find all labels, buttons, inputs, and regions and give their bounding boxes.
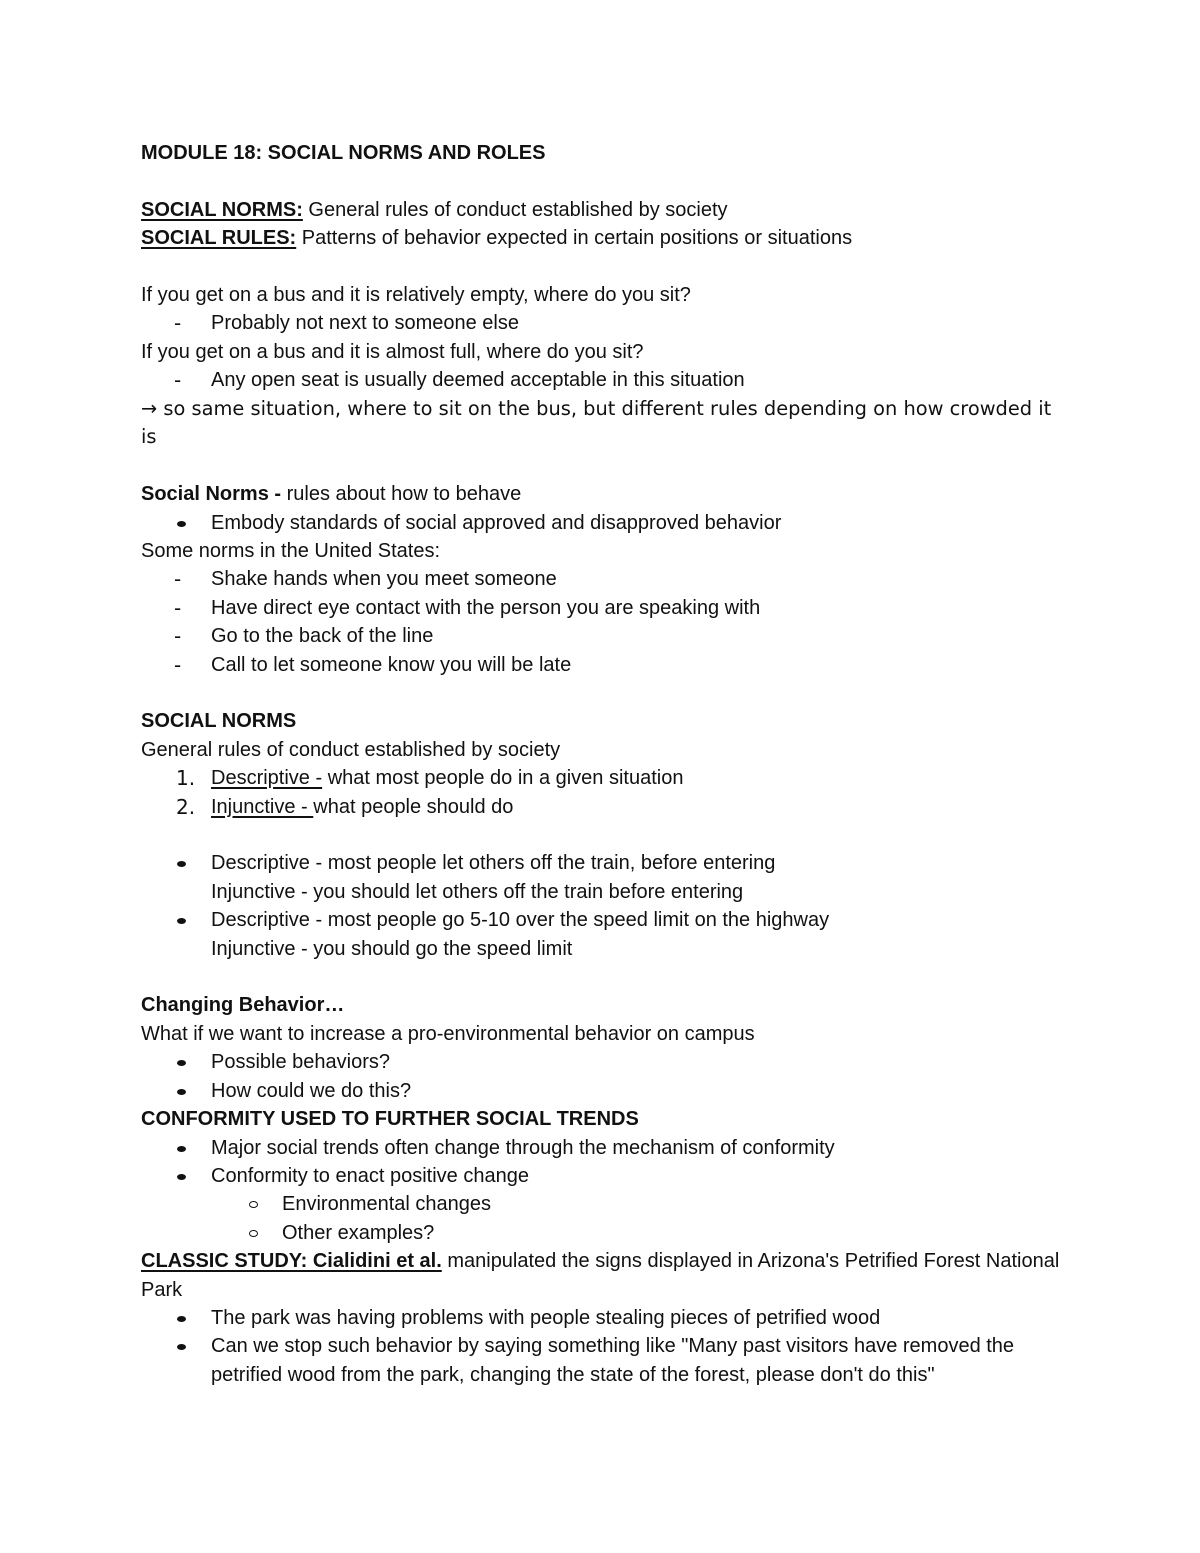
spacer [141,821,1071,849]
example-descriptive: Descriptive - most people go 5-10 over the speed limit on the highway [211,909,830,932]
dash-item [141,651,1071,679]
classic-study-term: CLASSIC STUDY: Cialidini et al. [141,1250,442,1273]
dash-item-text: Any open seat is usually deemed acceptable in this situation [211,369,745,392]
bullet-continuation: Injunctive - you should let others off the train before entering [211,880,744,903]
bus-question-empty: If you get on a bus and it is relatively empty, where do you sit? [141,284,691,306]
sub-bullet-text: Environmental changes [282,1193,492,1216]
bullet-text: Major social trends often change through the mechanism of conformity [211,1136,835,1159]
bus-conclusion: → so same situation, where to sit on the bus, but different rules depending on how crowded it is [141,396,1052,449]
us-norms-intro: Some norms in the United States: [141,540,441,563]
numbered-item [141,793,1071,821]
bullet-text: The park was having problems with people stealing pieces of petrified wood [211,1306,881,1329]
bullet-text: Embody standards of social approved and disapproved behavior [211,511,782,534]
dash-item [141,594,1071,622]
definition-text: Patterns of behavior expected in certain positions or situations [296,227,853,250]
bullet-item [141,1162,1071,1190]
type-injunctive-def: what people should do [313,795,514,818]
spacer [141,253,1071,281]
bullet-dot-icon [177,1174,186,1180]
dash-item-text: Have direct eye contact with the person you are speaking with [211,596,761,619]
dash-item-text: Call to let someone know you will be late [211,653,572,676]
dash-marker: - [174,652,182,677]
dash-marker: - [174,368,182,393]
bullet-item [141,1048,1071,1076]
numbered-item [141,764,1071,792]
dash-item [141,565,1071,593]
dash-item-text: Go to the back of the line [211,625,434,648]
types-heading: SOCIAL NORMS [141,710,297,733]
bullet-dot-icon [177,1060,186,1066]
dash-item-text: Probably not next to someone else [211,312,519,335]
bullet-item [141,1134,1071,1162]
number-marker: 2. [176,794,196,819]
circle-bullet-icon [249,1230,258,1237]
dash-item [141,366,1071,394]
bullet-item [141,1332,1071,1389]
number-marker: 1. [176,766,196,791]
dash-marker: - [174,624,182,649]
dash-item-text: Shake hands when you meet someone [211,568,557,591]
bullet-item [141,849,1071,877]
bullet-dot-icon [177,1316,186,1322]
circle-bullet-icon [249,1201,258,1208]
document-title: MODULE 18: SOCIAL NORMS AND ROLES [141,142,546,164]
spacer [141,452,1071,480]
bullet-continuation: Injunctive - you should go the speed limit [211,937,573,960]
bullet-dot-icon [177,1344,186,1350]
changing-intro: What if we want to increase a pro-environmental behavior on campus [141,1022,755,1045]
norms-heading-rest: rules about how to behave [281,483,522,506]
type-injunctive-term: Injunctive - [211,795,314,818]
dash-marker: - [174,595,182,620]
definition-social-rules [141,224,1071,252]
bullet-text: Possible behaviors? [211,1051,390,1074]
sub-bullet-item [141,1190,1071,1218]
bullet-dot-icon [177,521,186,527]
type-descriptive-term: Descriptive - [211,767,323,790]
document-page [141,139,1071,1389]
bullet-text: How could we do this? [211,1079,412,1102]
dash-item [141,309,1071,337]
types-intro: General rules of conduct established by society [141,738,561,761]
spacer [141,679,1071,707]
classic-study-line [141,1247,1071,1304]
term-social-rules: SOCIAL RULES: [141,227,297,250]
spacer [141,963,1071,991]
bullet-dot-icon [177,1146,186,1152]
definition-social-norms [141,196,1071,224]
sub-bullet-text: Other examples? [282,1221,435,1244]
bullet-text: Conformity to enact positive change [211,1164,529,1187]
spacer [141,167,1071,195]
bullet-dot-icon [177,918,186,924]
bus-question-full: If you get on a bus and it is almost full, where do you sit? [141,340,644,363]
definition-text: General rules of conduct established by society [302,198,728,221]
classic-study-text: manipulated the signs displayed in Arizona's Petrified Forest National Park [141,1250,1060,1301]
conformity-heading: CONFORMITY USED TO FURTHER SOCIAL TRENDS [141,1108,639,1131]
bullet-item [141,1304,1071,1332]
bullet-dot-icon [177,861,186,867]
bullet-item [141,906,1071,934]
type-descriptive-def: what most people do in a given situation [322,767,684,790]
sub-bullet-item [141,1219,1071,1247]
bullet-text: Can we stop such behavior by saying something like "Many past visitors have removed the petrified wood from the park, changing the state of the forest, please don't do this" [211,1335,1015,1386]
example-descriptive: Descriptive - most people let others off the train, before entering [211,852,776,875]
changing-heading: Changing Behavior… [141,994,345,1017]
norms-heading-line [141,480,1071,508]
norms-heading: Social Norms - [141,483,282,506]
bullet-dot-icon [177,1089,186,1095]
bullet-item [141,509,1071,537]
dash-item [141,622,1071,650]
term-social-norms: SOCIAL NORMS: [141,198,303,221]
dash-marker: - [174,311,182,336]
bullet-item [141,1077,1071,1105]
dash-marker: - [174,567,182,592]
